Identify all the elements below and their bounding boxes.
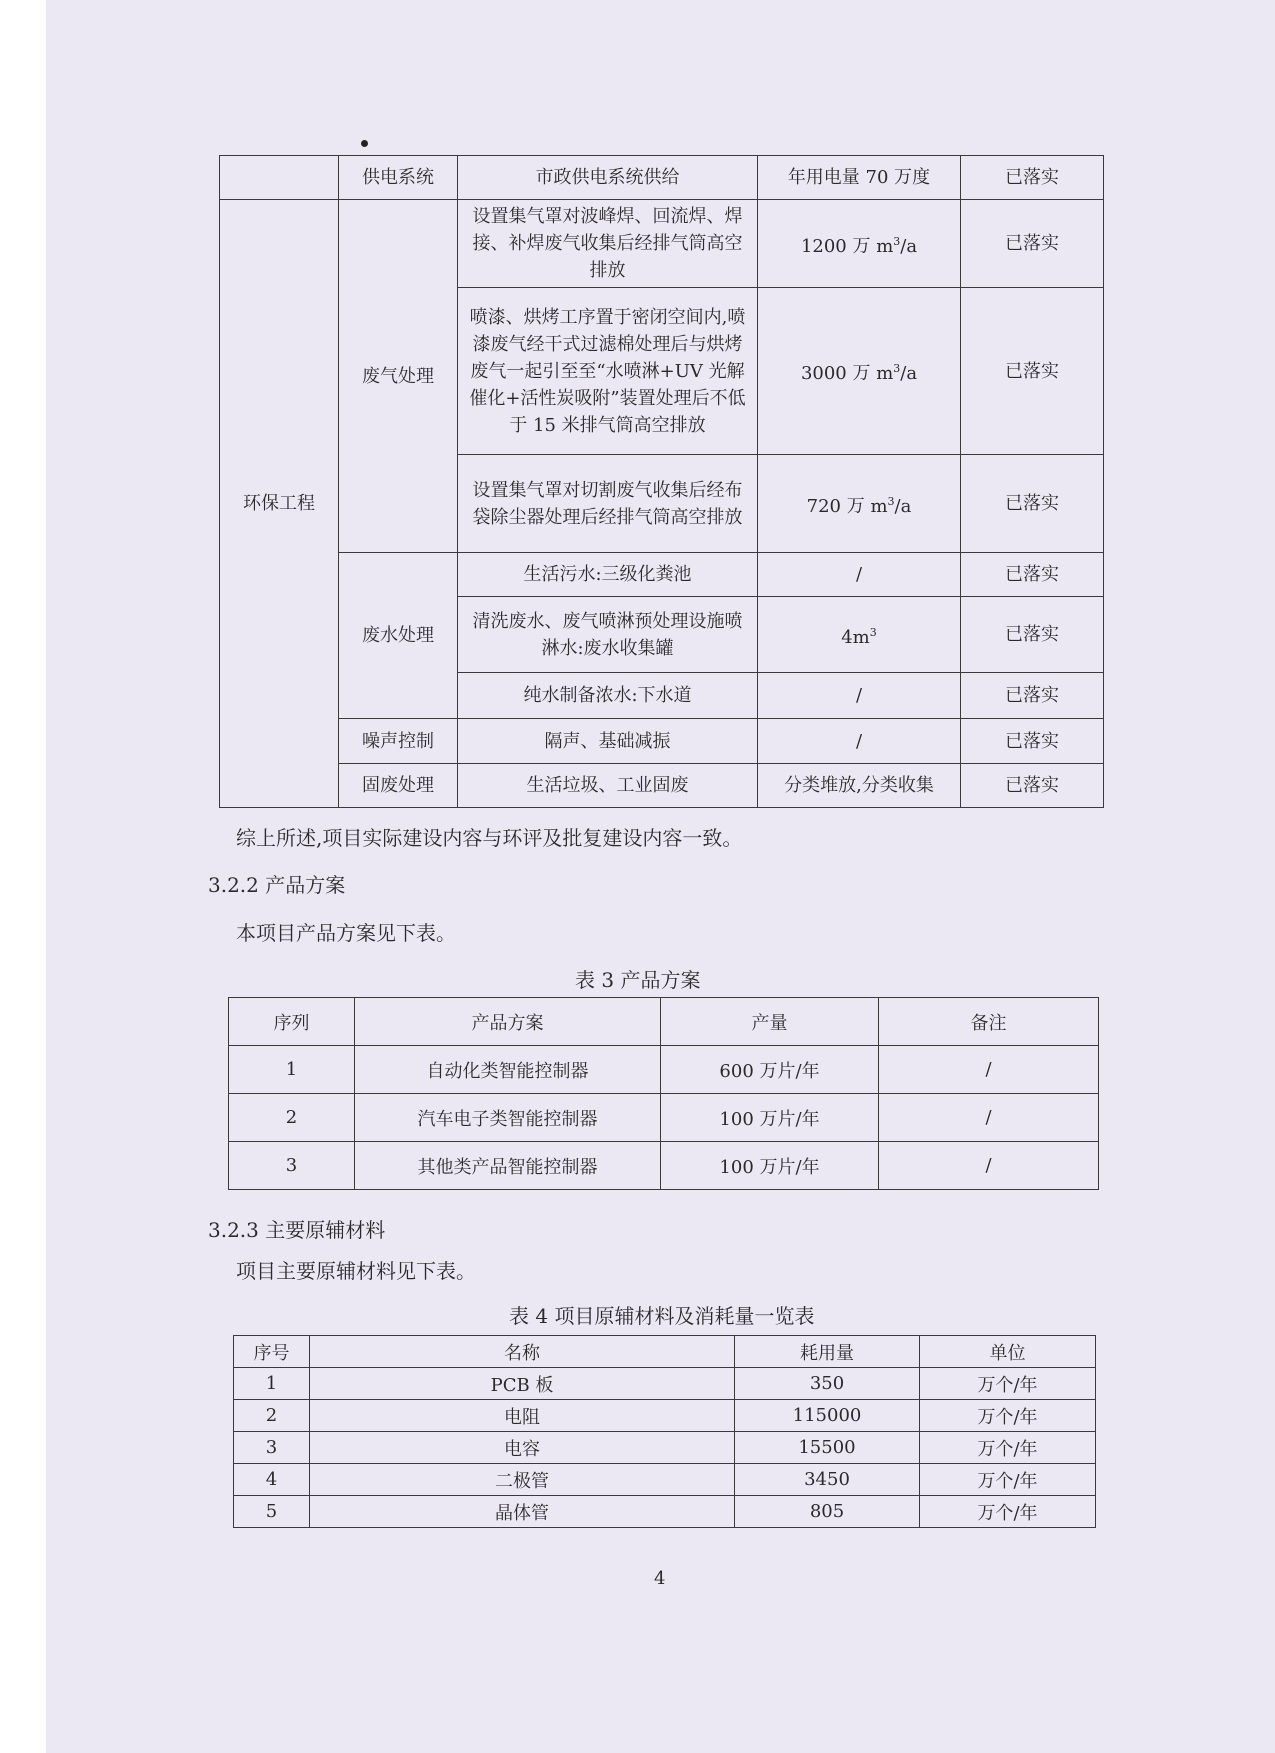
product-table	[228, 997, 1099, 1190]
cell-index: 1	[234, 1368, 310, 1400]
cell-amount: 3450	[735, 1464, 920, 1496]
column-header: 耗用量	[735, 1336, 920, 1368]
scale-unit: /a	[894, 495, 912, 517]
cell-index: 2	[229, 1094, 355, 1142]
cell-note: /	[879, 1094, 1099, 1142]
superscript: 3	[893, 234, 901, 248]
cell-index: 2	[234, 1400, 310, 1432]
section-intro: 项目主要原辅材料见下表。	[236, 1259, 476, 1283]
column-header: 产品方案	[355, 998, 661, 1046]
cell-unit: 万个/年	[920, 1464, 1096, 1496]
cell-material: 二极管	[310, 1464, 735, 1496]
section-intro: 本项目产品方案见下表。	[236, 921, 456, 945]
table-row	[220, 553, 1104, 597]
superscript: 3	[887, 494, 895, 508]
table-header-row	[234, 1336, 1096, 1368]
cell-status: 已落实	[961, 288, 1104, 455]
section-heading: 3.2.2 产品方案	[208, 873, 346, 897]
cell-scale	[758, 200, 961, 288]
summary-text: 综上所述,项目实际建设内容与环评及批复建设内容一致。	[236, 826, 743, 850]
cell-unit: 万个/年	[920, 1432, 1096, 1464]
scale-value: 4m	[841, 626, 870, 648]
cell-item: 废水处理	[339, 553, 458, 719]
ink-dot	[361, 140, 368, 147]
table-row	[220, 719, 1104, 764]
table-row	[220, 764, 1104, 808]
scale-value: 3000 万 m	[800, 363, 894, 384]
column-header: 产量	[661, 998, 879, 1046]
cell-amount: 15500	[735, 1432, 920, 1464]
cell-scale	[758, 288, 961, 455]
cell-product: 自动化类智能控制器	[355, 1046, 661, 1094]
table-row	[220, 156, 1104, 200]
column-header: 单位	[920, 1336, 1096, 1368]
cell-measure: 生活垃圾、工业固废	[458, 764, 758, 808]
cell-index: 3	[234, 1432, 310, 1464]
cell-note: /	[879, 1142, 1099, 1190]
cell-scale: 分类堆放,分类收集	[758, 764, 961, 808]
cell-item: 固废处理	[339, 764, 458, 808]
table-row	[234, 1464, 1096, 1496]
cell-index: 5	[234, 1496, 310, 1528]
cell-status: 已落实	[961, 719, 1104, 764]
cell-status: 已落实	[961, 156, 1104, 200]
cell-status: 已落实	[961, 553, 1104, 597]
table-row	[234, 1432, 1096, 1464]
scale-unit: /a	[900, 235, 918, 257]
cell-measure: 设置集气罩对切割废气收集后经布袋除尘器处理后经排气筒高空排放	[458, 455, 758, 553]
cell-measure: 生活污水:三级化粪池	[458, 553, 758, 597]
column-header: 序号	[234, 1336, 310, 1368]
materials-table	[233, 1335, 1096, 1528]
cell-unit: 万个/年	[920, 1400, 1096, 1432]
cell-amount: 350	[735, 1368, 920, 1400]
cell-unit: 万个/年	[920, 1368, 1096, 1400]
cell-empty	[220, 156, 339, 200]
scale-value: 720 万 m	[806, 495, 888, 517]
cell-note: /	[879, 1046, 1099, 1094]
cell-product: 汽车电子类智能控制器	[355, 1094, 661, 1142]
env-works-table	[219, 155, 1104, 808]
cell-product: 其他类产品智能控制器	[355, 1142, 661, 1190]
cell-status: 已落实	[961, 200, 1104, 288]
cell-measure: 隔声、基础减振	[458, 719, 758, 764]
table-row	[220, 200, 1104, 288]
cell-index: 1	[229, 1046, 355, 1094]
column-header: 备注	[879, 998, 1099, 1046]
cell-amount: 805	[735, 1496, 920, 1528]
cell-unit: 万个/年	[920, 1496, 1096, 1528]
table-caption: 表 3 产品方案	[575, 968, 701, 992]
cell-index: 4	[234, 1464, 310, 1496]
cell-output: 600 万片/年	[661, 1046, 879, 1094]
cell-material: 电阻	[310, 1400, 735, 1432]
table-row	[229, 1094, 1099, 1142]
superscript: 3	[893, 362, 901, 375]
cell-status: 已落实	[961, 597, 1104, 673]
cell-item: 噪声控制	[339, 719, 458, 764]
cell-measure: 清洗废水、废气喷淋预处理设施喷淋水:废水收集罐	[458, 597, 758, 673]
table-row	[229, 1046, 1099, 1094]
cell-category: 环保工程	[220, 200, 339, 808]
cell-status: 已落实	[961, 764, 1104, 808]
cell-measure: 纯水制备浓水:下水道	[458, 673, 758, 719]
cell-measure: 喷漆、烘烤工序置于密闭空间内,喷漆废气经干式过滤棉处理后与烘烤废气一起引至至“水喷淋+UV 光解催化+活性炭吸附”装置处理后不低于 15 米排气筒高空排放	[458, 288, 758, 455]
cell-material: 电容	[310, 1432, 735, 1464]
cell-status: 已落实	[961, 673, 1104, 719]
cell-scale	[758, 597, 961, 673]
cell-scale: 年用电量 70 万度	[758, 156, 961, 200]
cell-output: 100 万片/年	[661, 1094, 879, 1142]
cell-amount: 115000	[735, 1400, 920, 1432]
cell-scale: /	[758, 553, 961, 597]
column-header: 序列	[229, 998, 355, 1046]
cell-scale	[758, 455, 961, 553]
cell-measure: 市政供电系统供给	[458, 156, 758, 200]
superscript: 3	[869, 625, 877, 639]
cell-material: PCB 板	[310, 1368, 735, 1400]
table-caption: 表 4 项目原辅材料及消耗量一览表	[509, 1304, 815, 1328]
column-header: 名称	[310, 1336, 735, 1368]
table-row	[234, 1496, 1096, 1528]
cell-scale: /	[758, 719, 961, 764]
table-row	[229, 1142, 1099, 1190]
cell-scale: /	[758, 673, 961, 719]
cell-status: 已落实	[961, 455, 1104, 553]
table-row	[234, 1368, 1096, 1400]
page-number: 4	[654, 1568, 666, 1589]
cell-item: 废气处理	[339, 200, 458, 553]
cell-item: 供电系统	[339, 156, 458, 200]
cell-measure: 设置集气罩对波峰焊、回流焊、焊接、补焊废气收集后经排气筒高空排放	[458, 200, 758, 288]
cell-material: 晶体管	[310, 1496, 735, 1528]
table-row	[234, 1400, 1096, 1432]
section-heading: 3.2.3 主要原辅材料	[208, 1218, 386, 1242]
cell-output: 100 万片/年	[661, 1142, 879, 1190]
table-header-row	[229, 998, 1099, 1046]
scale-unit: /a	[900, 363, 918, 384]
cell-index: 3	[229, 1142, 355, 1190]
scale-value: 1200 万 m	[800, 235, 894, 257]
